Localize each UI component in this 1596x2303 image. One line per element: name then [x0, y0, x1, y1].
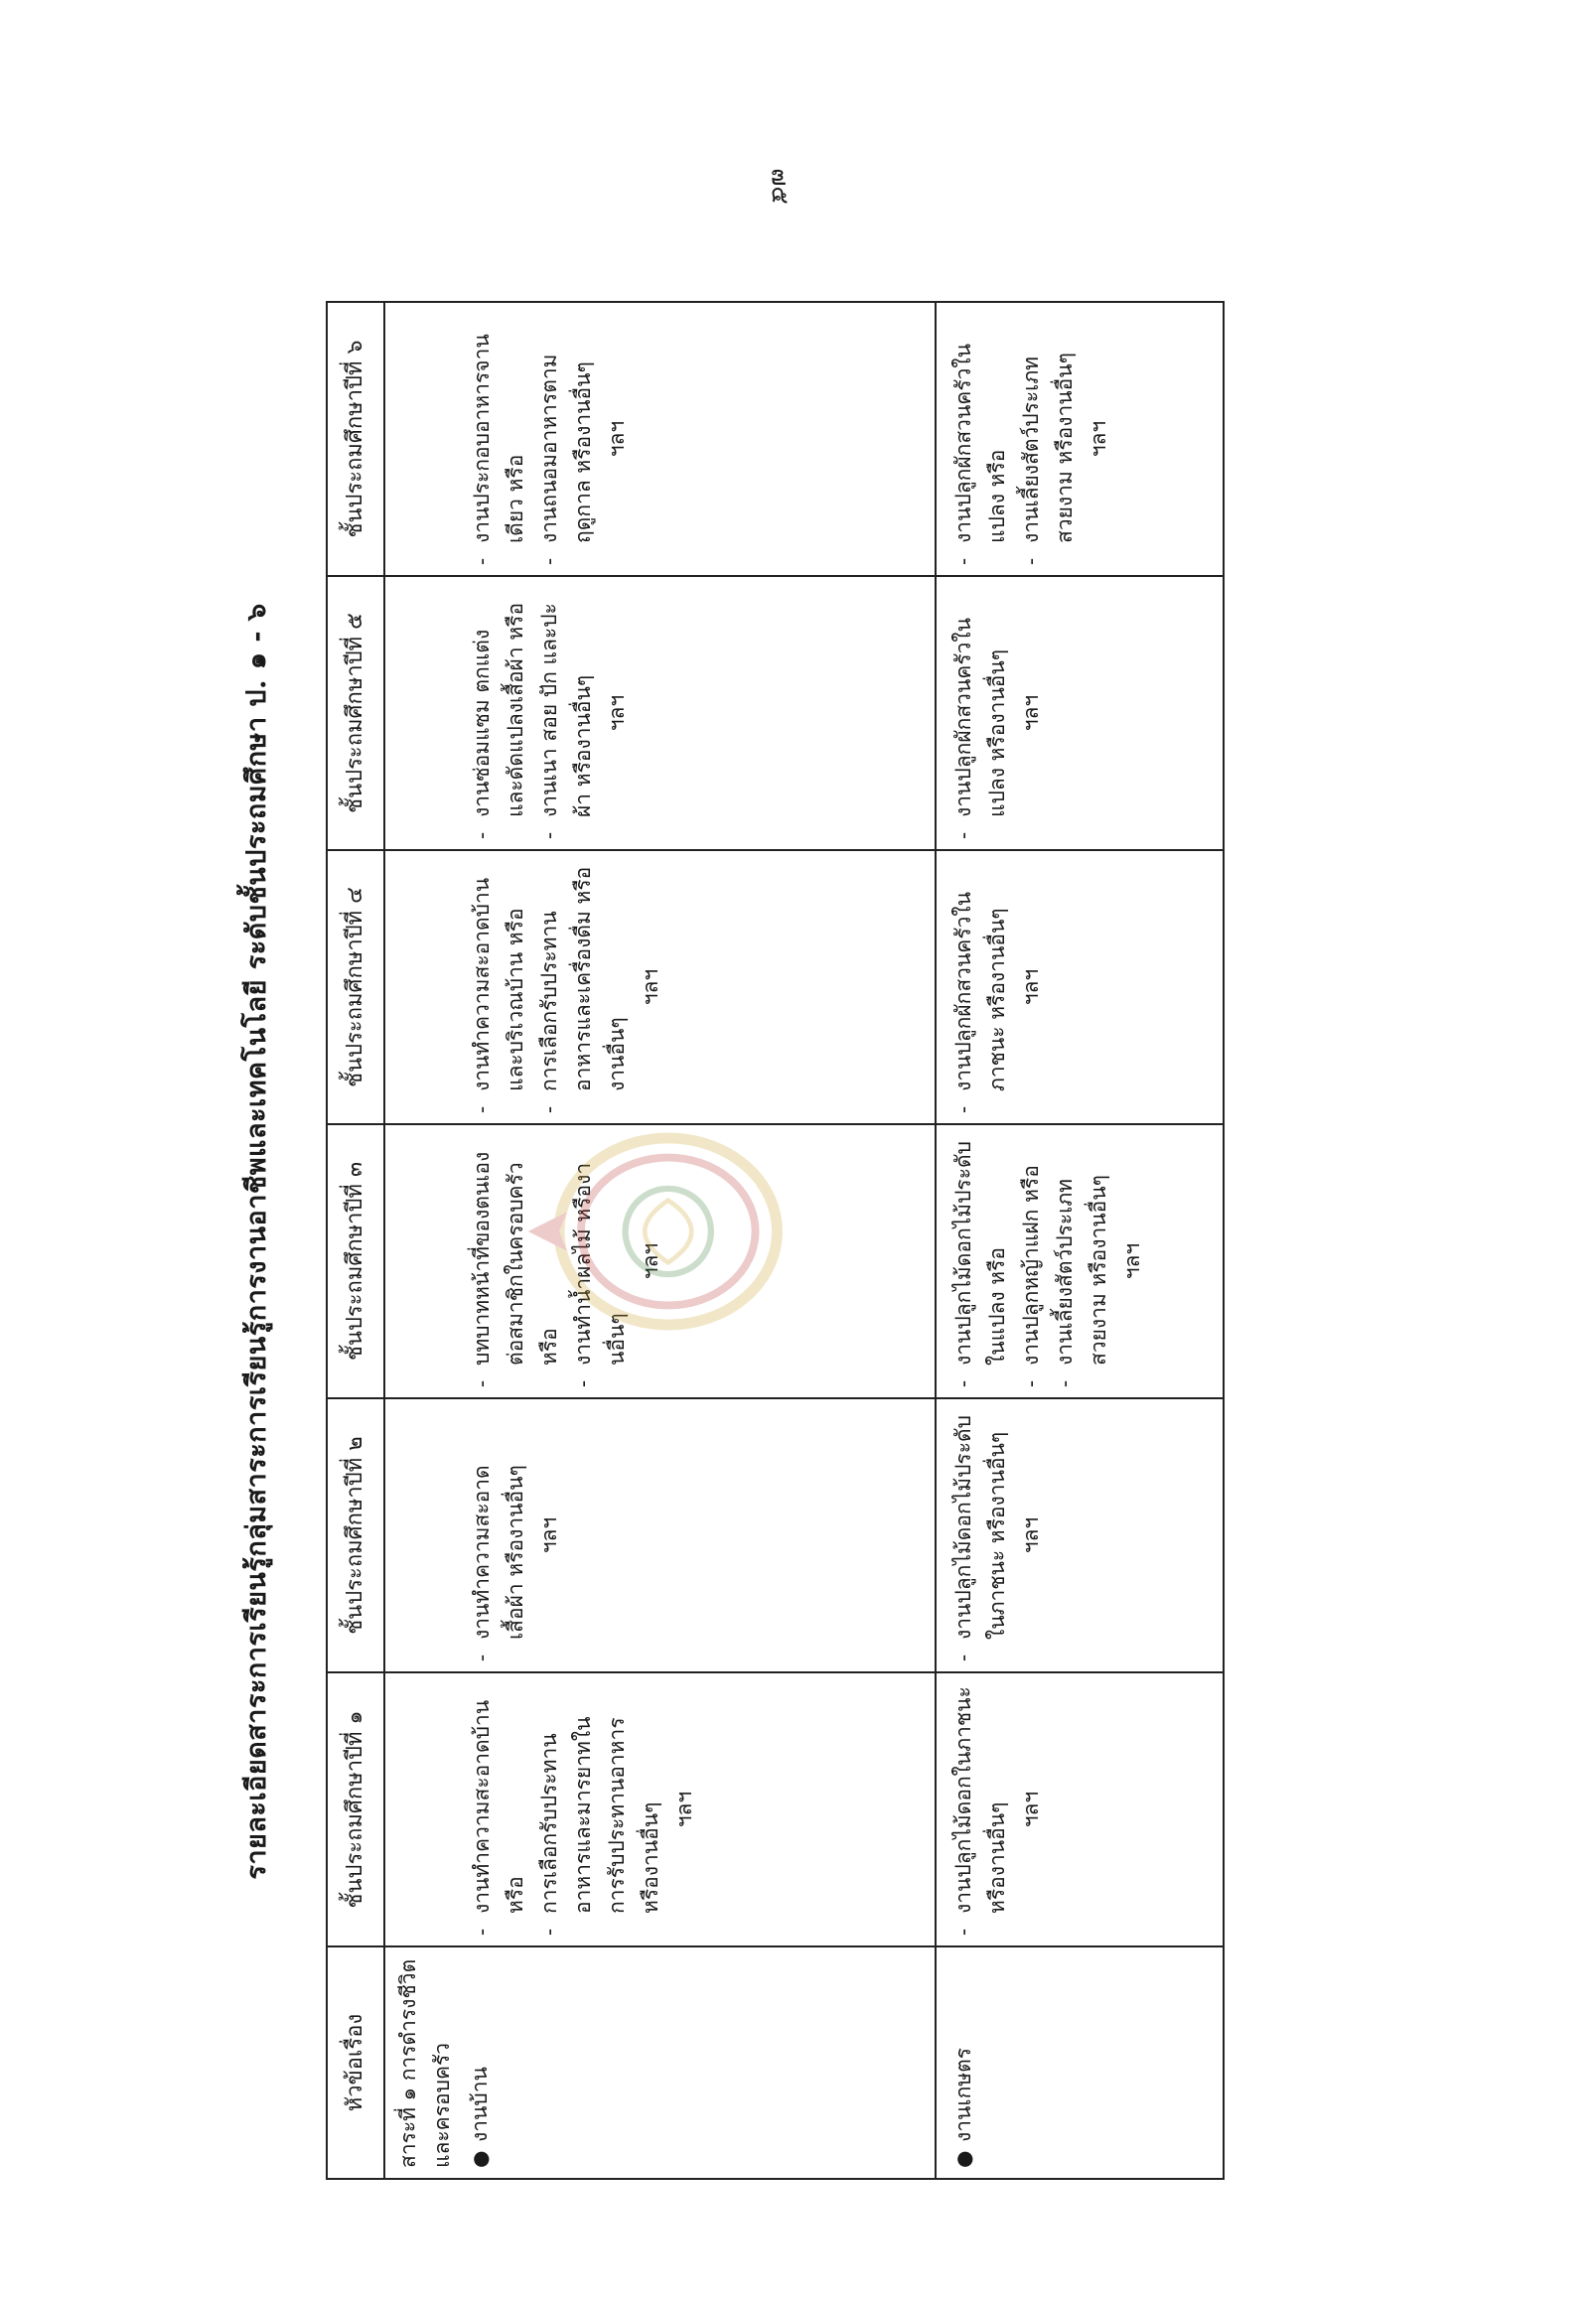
list-item: งานปลูกไม้ดอกไม้ประดับในภาชนะ หรืองานอื่นๆ — [951, 1415, 1009, 1640]
etc-mark: ฯลฯ — [537, 1516, 561, 1554]
etc-mark: ฯลฯ — [1019, 694, 1043, 732]
landscape-content — [234, 303, 1188, 2180]
list-item: งานปลูกไม้ดอกในภาชนะ หรืองานอื่นๆ — [951, 1686, 1009, 1914]
topic-cell — [384, 1946, 936, 2179]
header-grade-4: ชั้นประถมศึกษาปีที่ ๔ — [327, 850, 384, 1124]
etc-mark: ฯลฯ — [1120, 1242, 1144, 1280]
bullet-icon: ● — [951, 2150, 975, 2168]
list-item: งานปลูกผักสวนครัวในแปลง หรือ — [951, 343, 1009, 543]
etc-mark: ฯลฯ — [1019, 1516, 1043, 1554]
table-row — [936, 302, 1224, 2179]
grade-4-cell: - งานทำความสะอาดบ้านและบริเวณบ้าน หรือ - การเลือกรับประทานอาหารและเครื่องดื่ม หรืองานอื่นๆ ฯลฯ — [384, 850, 936, 1124]
list-item: การเลือกรับประทานอาหารและมารยาทในการรับประทานอาหาร หรืองานอื่นๆ — [537, 1716, 662, 1914]
document-title: รายละเอียดสาระการเรียนรู้กลุ่มสาระการเรียนรู้การงานอาชีพและเทคโนโลยี ระดับชั้นประถมศึกษา ป. ๑ - ๖ — [241, 603, 272, 1880]
topic-label: งานเกษตร — [951, 2047, 975, 2142]
etc-mark: ฯลฯ — [639, 968, 662, 1006]
list-item: งานปลูกหญ้าแฝก หรือ — [1019, 1165, 1043, 1366]
topic-label: งานบ้าน — [468, 2067, 492, 2142]
table-header-row — [327, 302, 384, 2179]
etc-mark: ฯลฯ — [1019, 968, 1043, 1006]
grade-6-cell: - งานประกอบอาหารจานเดียว หรือ - งานถนอมอาหารตามฤดูกาล หรืองานอื่นๆ ฯลฯ — [384, 302, 936, 576]
strand-title: สาระที่ ๑ การดำรงชีวิตและครอบครัว — [396, 1958, 454, 2168]
list-item: บทบาทหน้าที่ของตนเองต่อสมาชิกในครอบครัว หรือ — [470, 1151, 561, 1366]
list-item: งานถนอมอาหารตามฤดูกาล หรืองานอื่นๆ — [537, 354, 595, 543]
header-grade-5: ชั้นประถมศึกษาปีที่ ๕ — [327, 576, 384, 850]
list-item: งานปลูกไม้ดอกไม้ประดับในแปลง หรือ — [951, 1141, 1009, 1366]
grade-2-cell: - งานปลูกไม้ดอกไม้ประดับในภาชนะ หรืองานอื่นๆ ฯลฯ — [936, 1398, 1224, 1672]
watermark-seal-icon — [512, 1068, 800, 1395]
grade-3-cell: - งานปลูกไม้ดอกไม้ประดับในแปลง หรือ - งานปลูกหญ้าแฝก หรือ - งานเลี้ยงสัตว์ประเภทสวยงาม หรืองานอื่นๆ ฯลฯ — [936, 1124, 1224, 1398]
grade-2-cell: - งานทำความสะอาดเสื้อผ้า หรืองานอื่นๆ ฯลฯ — [384, 1398, 936, 1672]
list-item: งานเลี้ยงสัตว์ประเภทสวยงาม หรืองานอื่นๆ — [1019, 353, 1077, 543]
list-item: งานทำความสะอาดบ้านและบริเวณบ้าน หรือ — [470, 877, 527, 1091]
list-item: งานปลูกผักสวนครัวในภาชนะ หรืองานอื่นๆ — [951, 891, 1009, 1091]
etc-mark: ฯลฯ — [639, 1242, 662, 1280]
grade-5-cell: - งานซ่อมแซม ตกแต่ง และดัดแปลงเสื้อผ้า หรือ - งานเนา สอย ปัก และปะผ้า หรืองานอื่นๆ ฯลฯ — [384, 576, 936, 850]
etc-mark: ฯลฯ — [605, 420, 629, 458]
list-item: งานเลี้ยงสัตว์ประเภทสวยงาม หรืองานอื่นๆ — [1053, 1175, 1110, 1366]
grade-1-cell: - งานทำความสะอาดบ้าน หรือ - การเลือกรับประทานอาหารและมารยาทในการรับประทานอาหาร หรืองานอื่นๆ ฯลฯ — [384, 1672, 936, 1946]
list-item: งานซ่อมแซม ตกแต่ง และดัดแปลงเสื้อผ้า หรือ — [470, 602, 527, 817]
header-grade-6: ชั้นประถมศึกษาปีที่ ๖ — [327, 302, 384, 576]
list-item: งานปลูกผักสวนครัวในแปลง หรืองานอื่นๆ — [951, 617, 1009, 817]
header-grade-3: ชั้นประถมศึกษาปีที่ ๓ — [327, 1124, 384, 1398]
list-item: งานทำน้ำผลไม้ หรืองานอื่นๆ — [571, 1162, 629, 1366]
page-number: ๗๕ — [766, 168, 795, 205]
etc-mark: ฯลฯ — [1087, 420, 1110, 458]
grade-6-cell: - งานปลูกผักสวนครัวในแปลง หรือ - งานเลี้ยงสัตว์ประเภทสวยงาม หรืองานอื่นๆ ฯลฯ — [936, 302, 1224, 576]
grade-1-cell: - งานปลูกไม้ดอกในภาชนะ หรืองานอื่นๆ ฯลฯ — [936, 1672, 1224, 1946]
list-item: งานเนา สอย ปัก และปะผ้า หรืองานอื่นๆ — [537, 603, 595, 817]
header-grade-1: ชั้นประถมศึกษาปีที่ ๑ — [327, 1672, 384, 1946]
grade-4-cell: - งานปลูกผักสวนครัวในภาชนะ หรืองานอื่นๆ ฯลฯ — [936, 850, 1224, 1124]
etc-mark: ฯลฯ — [1019, 1791, 1043, 1828]
rotated-page-content — [234, 303, 1188, 2180]
list-item: งานประกอบอาหารจานเดียว หรือ — [470, 334, 527, 543]
list-item: การเลือกรับประทานอาหารและเครื่องดื่ม หรืองานอื่นๆ — [537, 866, 629, 1091]
etc-mark: ฯลฯ — [672, 1791, 696, 1828]
etc-mark: ฯลฯ — [605, 694, 629, 732]
list-item: งานทำความสะอาดเสื้อผ้า หรืองานอื่นๆ — [470, 1465, 527, 1640]
topic-cell — [936, 1946, 1224, 2179]
grade-5-cell: - งานปลูกผักสวนครัวในแปลง หรืองานอื่นๆ ฯลฯ — [936, 576, 1224, 850]
grade-3-cell: - บทบาทหน้าที่ของตนเองต่อสมาชิกในครอบครัว หรือ - งานทำน้ำผลไม้ หรืองานอื่นๆ ฯลฯ — [384, 1124, 936, 1398]
bullet-icon: ● — [468, 2150, 492, 2168]
list-item: งานทำความสะอาดบ้าน หรือ — [470, 1699, 527, 1914]
header-topic: หัวข้อเรื่อง — [327, 1946, 384, 2179]
header-grade-2: ชั้นประถมศึกษาปีที่ ๒ — [327, 1398, 384, 1672]
